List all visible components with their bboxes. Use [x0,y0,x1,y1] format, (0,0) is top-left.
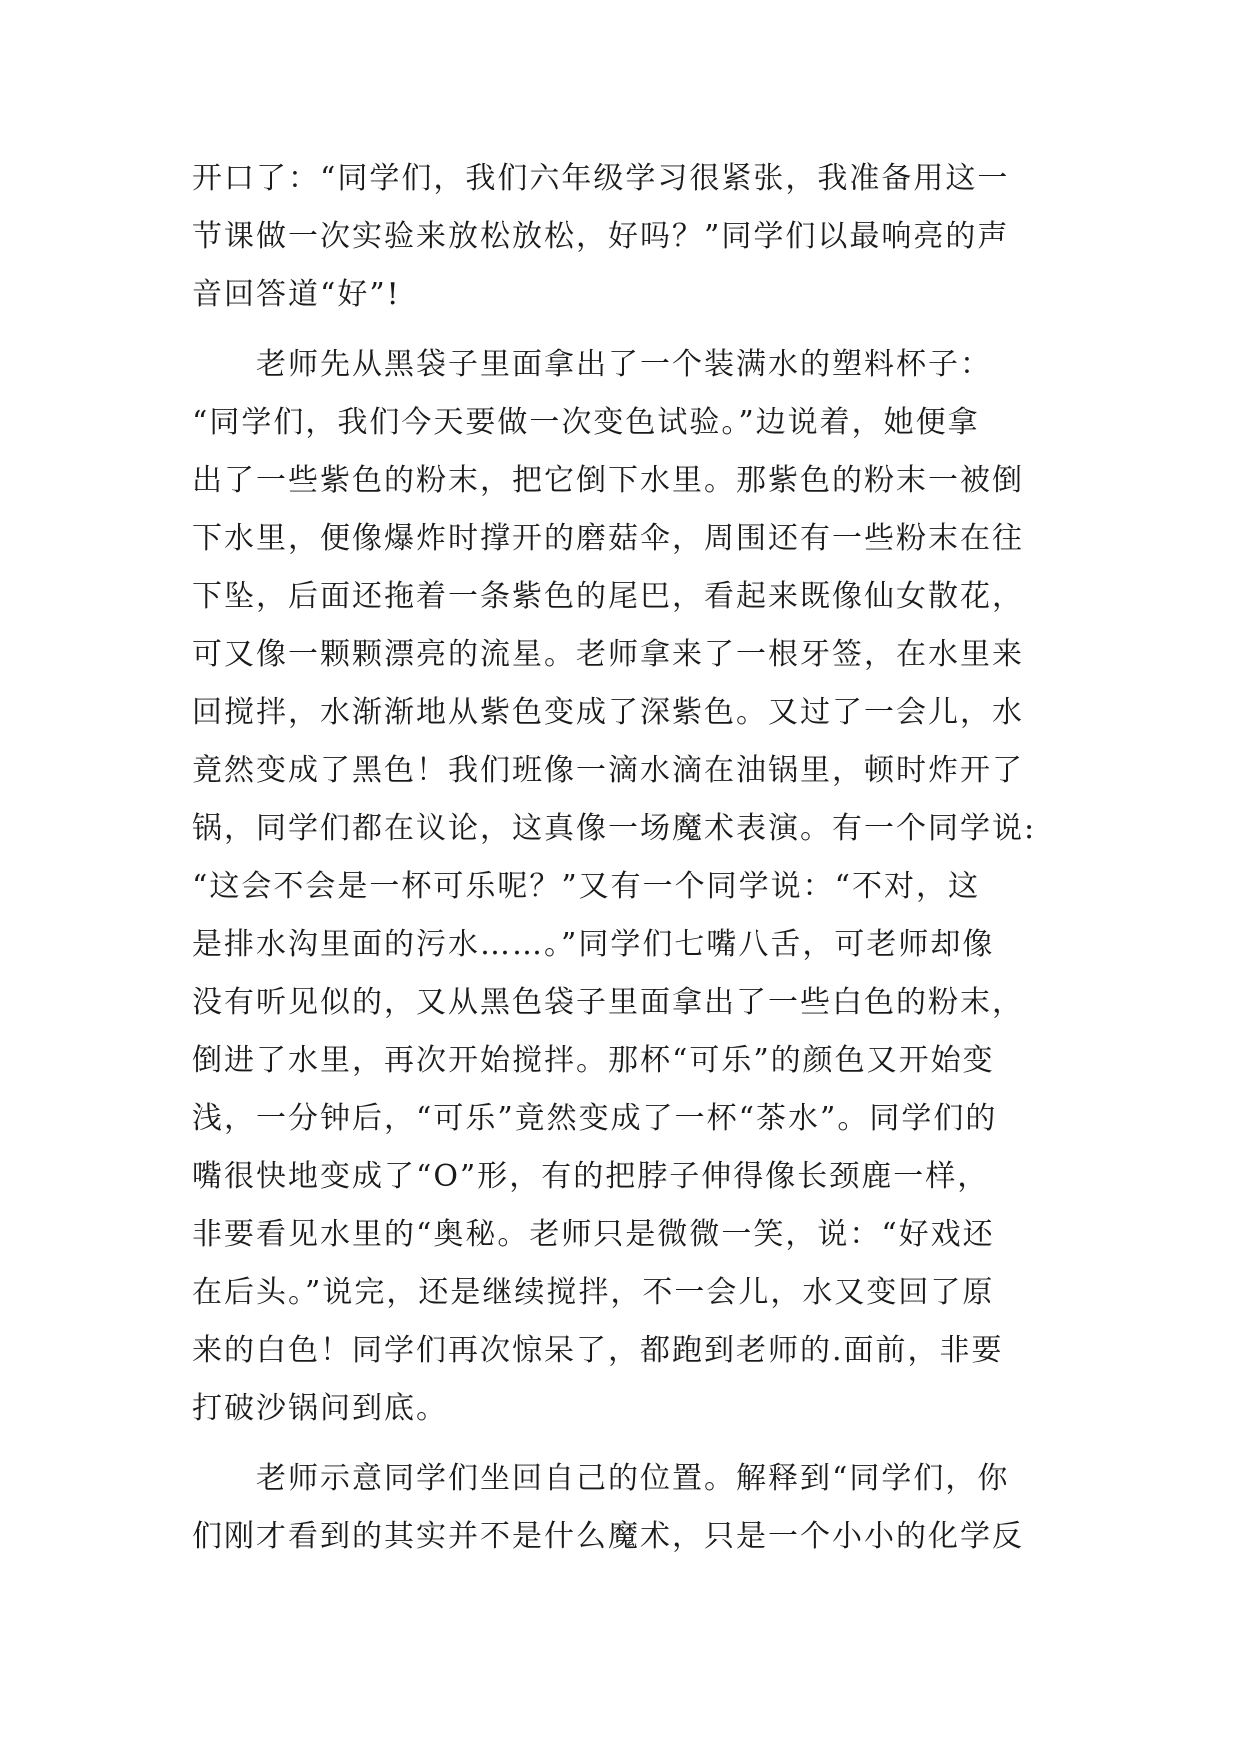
text-line: 锅，同学们都在议论，这真像一场魔术表演。有一个同学说: [192,811,1037,846]
paragraph [192,336,1050,1438]
text-line: 出了一些紫色的粉末，把它倒下水里。那紫色的粉末一被倒 [192,463,1024,498]
text-line: 打破沙锅问到底。 [192,1391,448,1426]
text-line: 非要看见水里的“奥秘。老师只是微微一笑，说：“好戏还 [192,1217,995,1252]
text-line: 老师先从黑袋子里面拿出了一个装满水的塑料杯子： [256,347,992,382]
paragraph-spacer [192,1438,1050,1450]
text-line: 下坠，后面还拖着一条紫色的尾巴，看起来既像仙女散花， [192,579,1024,614]
text-line: 节课做一次实验来放松放松，好吗？”同学们以最响亮的声 [192,219,1010,254]
text-line: 竟然变成了黑色！我们班像一滴水滴在油锅里，顿时炸开了 [192,753,1024,788]
text-line: 倒进了水里，再次开始搅拌。那杯“可乐”的颜色又开始变 [192,1043,995,1078]
paragraph [192,1450,1050,1566]
text-line: 没有听见似的，又从黑色袋子里面拿出了一些白色的粉末， [192,985,1024,1020]
text-line: “这会不会是一杯可乐呢？”又有一个同学说：“不对，这 [192,869,981,904]
text-line: 嘴很快地变成了“O”形，有的把脖子伸得像长颈鹿一样， [192,1159,990,1194]
paragraph-spacer [192,324,1050,336]
text-line: 们刚才看到的其实并不是什么魔术，只是一个小小的化学反 [192,1519,1024,1554]
text-line: “同学们，我们今天要做一次变色试验。”边说着，她便拿 [192,405,980,440]
text-line: 来的白色！同学们再次惊呆了，都跑到老师的.面前，非要 [192,1333,1004,1368]
text-line: 开口了：“同学们，我们六年级学习很紧张，我准备用这一 [192,161,1010,196]
text-line: 回搅拌，水渐渐地从紫色变成了深紫色。又过了一会儿，水 [192,695,1024,730]
text-line: 老师示意同学们坐回自己的位置。解释到“同学们，你 [256,1461,1010,1496]
paragraph [192,150,1050,324]
text-line: 下水里，便像爆炸时撑开的磨菇伞，周围还有一些粉末在往 [192,521,1024,556]
text-line: 音回答道“好”! [192,277,401,312]
text-line: 在后头。”说完，还是继续搅拌，不一会儿，水又变回了原 [192,1275,995,1310]
body-text [192,150,1050,1566]
text-line: 可又像一颗颗漂亮的流星。老师拿来了一根牙签，在水里来 [192,637,1024,672]
text-line: 浅，一分钟后，“可乐”竟然变成了一杯“茶水”。同学们的 [192,1101,998,1136]
text-line: 是排水沟里面的污水……。”同学们七嘴八舌，可老师却像 [192,927,995,962]
